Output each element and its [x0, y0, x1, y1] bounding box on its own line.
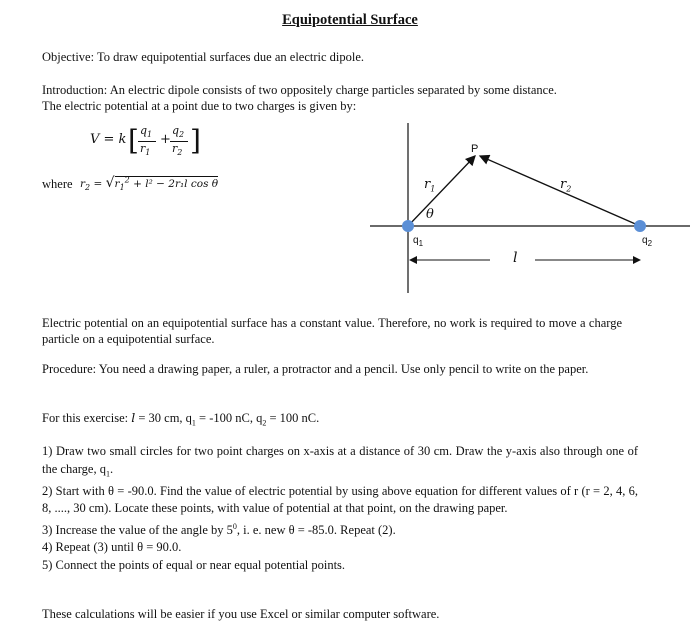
potential-formula [90, 122, 230, 162]
exercise-line: For this exercise: l = 30 cm, $q_1 = -100$ nC, $q_2 = 100$ nC. [42, 410, 320, 428]
denominator-r1: $r_1$ [140, 142, 151, 158]
closing-note: These calculations will be easier if you use Excel or similar computer software. [42, 607, 440, 621]
numerator-q1: $q_1$ [140, 124, 153, 140]
step-3: 3) Increase the value of the angle by $5^0$, i. e. new θ = -85.0. Repeat (2). [42, 521, 396, 537]
label-theta: θ [426, 207, 434, 222]
label-r2: $r_2$ [560, 177, 572, 194]
step-1: 1) Draw two small circles for two point charges on x-axis at a distance of 30 cm. Draw the y-axis also through one of the charge, $q_1$. [42, 444, 638, 478]
step-4: 4) Repeat (3) until θ = 90.0. [42, 540, 182, 555]
electric-potential-paragraph: Electric potential on an equipotential surface has a constant value. Therefore, no work is required to move a charge particle on a equipotential surface. [42, 316, 622, 346]
where-label: where [42, 177, 73, 191]
denominator-r2: $r_2$ [172, 142, 183, 158]
label-p: P [471, 143, 479, 155]
label-r1: $r_1$ [424, 177, 436, 194]
r2-formula: $r_2 = √r_1^2 + l^2 - 2r_1l$ cos θ [80, 175, 219, 193]
objective-text: Objective: To draw equipotential surfaces due an electric dipole. [42, 50, 365, 64]
label-q1: $q_1$ [413, 235, 424, 248]
plus-sign: + [160, 132, 171, 147]
label-l: l [513, 250, 518, 266]
page-title: Equipotential Surface [282, 12, 418, 28]
step-5: 5) Connect the points of equal or near equal potential points. [42, 557, 346, 572]
step-2: 2) Start with θ = -90.0. Find the value of electric potential by using above equation for different values of r (r = 2, 4, 6, 8, ...., 30 cm). Locate these points, with value of potential at that point, on the drawing paper. [42, 483, 638, 515]
procedure-paragraph: Procedure: You need a drawing paper, a ruler, a protractor and a pencil. Use only pencil to write on the paper. [42, 362, 589, 376]
numerator-q2: $q_2$ [172, 124, 185, 140]
r1-vector [408, 156, 475, 226]
dipole-diagram [360, 118, 695, 298]
introduction-line-2: The electric potential at a point due to two charges is given by: [42, 99, 357, 113]
procedure-steps [42, 443, 638, 574]
charge-q2-circle [634, 220, 646, 232]
label-q2: $q_2$ [642, 235, 653, 248]
formula-lhs: V = k [90, 132, 127, 147]
charge-q1-circle [402, 220, 414, 232]
left-bracket: [ [128, 124, 139, 157]
right-bracket: ] [190, 124, 201, 157]
introduction-line-1: Introduction: An electric dipole consists of two oppositely charge particles separated by some distance. [42, 83, 557, 97]
